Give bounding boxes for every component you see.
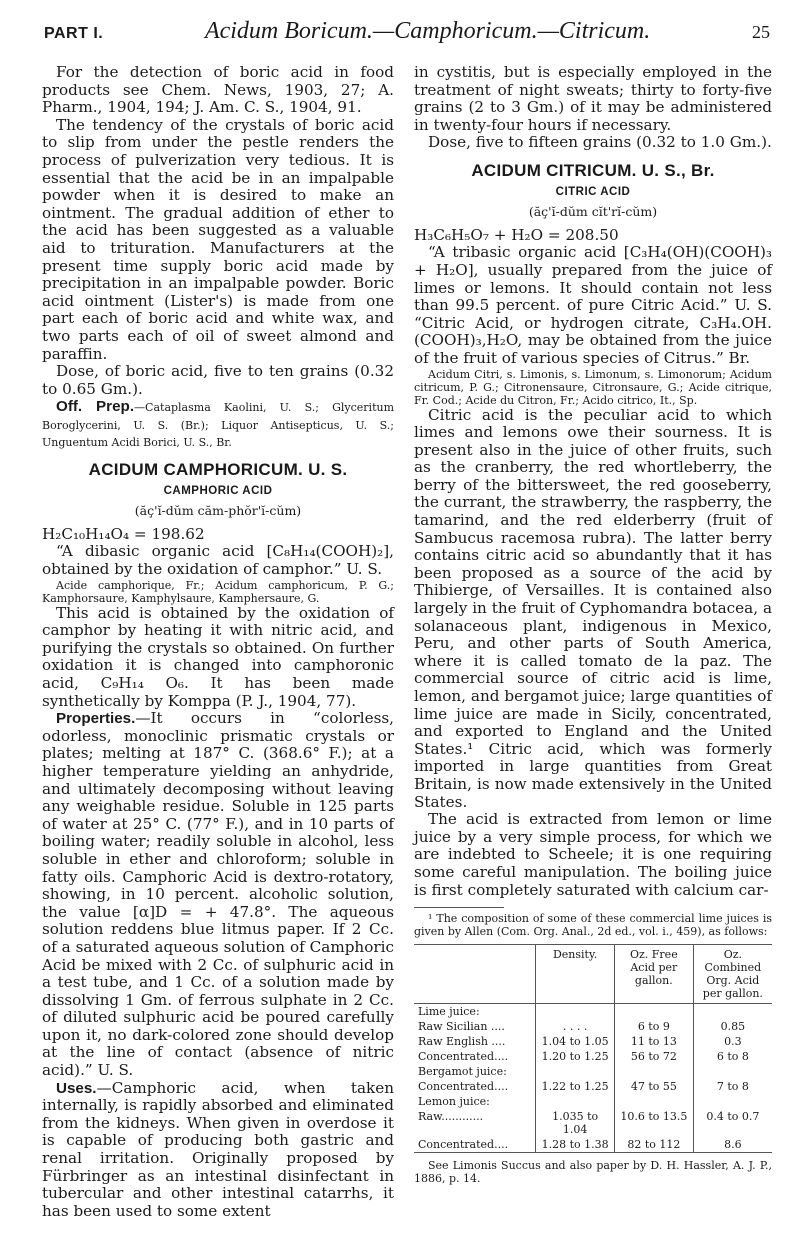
table-cell: Concentrated....	[418, 1080, 509, 1094]
table-cell: 56 to 72	[614, 1049, 693, 1064]
table-cell: 7 to 8	[693, 1079, 772, 1094]
table-cell: 6 to 9	[614, 1019, 693, 1034]
table-cell: Concentrated....	[418, 1138, 509, 1152]
dose-line: Dose, five to fifteen grains (0.32 to 1.0 Gm.).	[428, 133, 772, 152]
table-row	[414, 1004, 772, 1020]
table-cell: 0.85	[693, 1019, 772, 1034]
synonyms: Acide camphorique, Fr.; Acidum camphoricum, P. G.; Kamphorsaure, Kamphylsaure, Kamphersaure, G.	[42, 578, 394, 605]
table-cell: 8.6	[693, 1137, 772, 1153]
table-row	[414, 1094, 772, 1109]
table-cell: Concentrated....	[418, 1050, 509, 1064]
table-cell	[536, 1094, 615, 1109]
table-cell: 82 to 112	[614, 1137, 693, 1153]
off-prep-label: Off. Prep.	[56, 398, 135, 416]
paragraph: This acid is obtained by the oxidation of camphor by heating it with nitric acid, and purifying the crystals so obtained. On further oxidation it is changed into camphoronic acid, C₉H₁₄ O₆. It has been made synthetically by Komppa (P. J., 1904, 77).	[42, 603, 394, 710]
table-row	[414, 1034, 772, 1049]
synonyms: Acidum Citri, s. Limonis, s. Limonum, s. Limonorum; Acidum citricum, P. G.; Citronensaure, Citronsaure, G.; Acide citrique, Fr. Cod.; Acide du Citron, Fr.; Acido citrico, It., Sp.	[414, 367, 772, 407]
table-cell: Raw English ....	[418, 1035, 506, 1049]
table-cell	[614, 1004, 693, 1020]
table-cell: 10.6 to 13.5	[614, 1109, 693, 1137]
chemical-formula: H₃C₆H₅O₇ + H₂O = 208.50	[414, 225, 619, 244]
uses-text: —Camphoric acid, when taken internally, is rapidly absorbed and eliminated from the kidneys. When given in overdose it is capable of producing both gastric and renal irritation. Originally proposed by Fürbringer as an intestinal disinfectant in tubercular and other intestinal catarrhs, it has been used to some extent	[42, 1078, 394, 1220]
table-row	[414, 1109, 772, 1137]
table-cell: 0.3	[693, 1034, 772, 1049]
table-cell: 1.035 to 1.04	[536, 1109, 615, 1137]
paragraph: For the detection of boric acid in food products see Chem. News, 1903, 27; A. Pharm., 1904, 194; J. Am. C. S., 1904, 91.	[42, 63, 394, 117]
paragraph: Citric acid is the peculiar acid to which limes and lemons owe their sourness. It is present also in the juice of other fruits, such as the cranberry, the red whortleberry, the berry of the bittersweet, the red gooseberry, the currant, the strawberry, the raspberry, the tamarind, and the red elderberry (fruit of Sambucus racemosa rubra). The latter berry contains citric acid so abundantly that it has been proposed as a source of the acid by Thibierge, of Versailles. It is contained also largely in the fruit of Cyphomandra botacea, a solanaceous plant, indigenous in Mexico, Peru, and other parts of South America, where it is called tomato de la paz. The commercial source of citric acid is lime, lemon, and bergamot juice; large quantities of lime juice are made in Sicily, concentrated, and exported to England and the United States.¹ Citric acid, which was formerly imported in large quantities from Great Britain, is now made extensively in the United States.	[414, 405, 772, 811]
definition: “A dibasic organic acid [C₈H₁₄(COOH)₂], obtained by the oxidation of camphor.” U. S.	[42, 542, 394, 579]
running-header	[44, 18, 770, 46]
table-cell	[614, 1094, 693, 1109]
footnote-rule	[414, 907, 504, 908]
table-cell: Raw Sicilian ....	[418, 1020, 505, 1034]
table-cell	[693, 1064, 772, 1079]
section-heading-camphoricum: ACIDUM CAMPHORICUM. U. S.	[88, 460, 348, 480]
page-title: Acidum Boricum.—Camphoricum.—Citricum.	[204, 18, 651, 44]
page-number: 25	[751, 22, 770, 42]
chemical-formula: H₂C₁₀H₁₄O₄ = 198.62	[42, 524, 205, 543]
properties-label: Properties.	[56, 710, 136, 728]
table-header: Density.	[536, 945, 615, 1004]
paragraph: in cystitis, but is especially employed in the treatment of night sweats; thirty to forty-five grains (2 to 3 Gm.) of it may be administered in twenty-four hours if necessary.	[414, 63, 772, 134]
table-cell: 1.04 to 1.05	[536, 1034, 615, 1049]
subheading-camphoric-acid: CAMPHORIC ACID	[163, 484, 273, 497]
table-cell	[693, 1004, 772, 1020]
right-column	[414, 64, 772, 1185]
table-header	[414, 945, 536, 1004]
table-row	[414, 1137, 772, 1153]
table-cell: 6 to 8	[693, 1049, 772, 1064]
section-heading-citricum: ACIDUM CITRICUM. U. S., Br.	[471, 160, 715, 180]
left-column	[42, 64, 394, 1220]
dose-line: Dose, of boric acid, five to ten grains (0.32 to 0.65 Gm.).	[42, 362, 394, 398]
properties-text: —It occurs in “colorless, odorless, monoclinic prismatic crystals or plates; melting at 187° C. (368.6° F.); at a higher temperature yielding an anhydride, and ultimately decomposing without leaving any weighable residue. Soluble in 125 parts of water at 25° C. (77° F.), and in 10 parts of boiling water; readily soluble in alcohol, less soluble in ether and chloroform; soluble in fatty oils. Camphoric Acid is dextro-rotatory, showing, in 10 percent. alcoholic solution, the value [α]D = + 47.8°. The aqueous solution reddens blue litmus paper. If 2 Cc. of a saturated aqueous solution of Camphoric Acid be mixed with 2 Cc. of sulphuric acid in a test tube, and 1 Cc. of a solution made by dissolving 1 Gm. of ferrous sulphate in 2 Cc. of diluted sulphuric acid be poured carefully upon it, no dark-colored zone should develop at the line of contact (absence of nitric acid).” U. S.	[42, 709, 394, 1080]
table-cell: Bergamot juice:	[418, 1065, 507, 1079]
off-prep-text: —Cataplasma Kaolini, U. S.; Glyceritum Boroglycerini, U. S. (Br.); Liquor Antisepticus, U. S.; Unguentum Acidi Borici, U. S., Br.	[42, 401, 395, 450]
subheading-citric-acid: CITRIC ACID	[555, 185, 631, 198]
table-cell: 11 to 13	[614, 1034, 693, 1049]
see-also-note: See Limonis Succus and also paper by D. H. Hassler, A. J. P., 1886, p. 14.	[414, 1159, 772, 1186]
table-cell	[536, 1064, 615, 1079]
table-row	[414, 1064, 772, 1079]
table-row	[414, 1079, 772, 1094]
table-cell: 47 to 55	[614, 1079, 693, 1094]
table-cell: 1.28 to 1.38	[536, 1137, 615, 1153]
pronunciation: (ăç'ĭ-dŭm căm-phŏr'ĭ-cŭm)	[134, 503, 302, 519]
table-cell: Lime juice:	[418, 1005, 480, 1019]
properties-paragraph	[42, 710, 394, 1079]
table-cell: 1.20 to 1.25	[536, 1049, 615, 1064]
table-cell	[536, 1004, 615, 1020]
paragraph: The tendency of the crystals of boric acid to slip from under the pestle renders the process of pulverization very tedious. It is essential that the acid be in an impalpable powder when it is desired to make an ointment. The gradual addition of ether to the acid has been suggested as a valuable aid to trituration. Manufacturers at the present time supply boric acid made by precipitation in an impalpable powder. Boric acid ointment (Lister's) is made from one part each of boric acid and white wax, and two parts each of oil of sweet almond and paraffin.	[42, 115, 394, 363]
table-cell: Lemon juice:	[418, 1095, 490, 1109]
table-header: Oz. Free Acid per gallon.	[614, 945, 693, 1004]
table-header-row	[414, 945, 772, 1004]
table-cell: 1.22 to 1.25	[536, 1079, 615, 1094]
table-header: Oz. Combined Org. Acid per gallon.	[693, 945, 772, 1004]
table-row	[414, 1019, 772, 1034]
table-row	[414, 1049, 772, 1064]
footnote: ¹ The composition of some of these commercial lime juices is given by Allen (Com. Org. Anal., 2d ed., vol. i., 459), as follows:	[414, 912, 772, 939]
part-label: PART I.	[44, 25, 104, 42]
uses-paragraph	[42, 1080, 394, 1221]
table-cell: . . . .	[536, 1019, 615, 1034]
paragraph: The acid is extracted from lemon or lime juice by a very simple process, for which we are indebted to Scheele; it is one requiring some careful manipulation. The boiling juice is first completely saturated with calcium car-	[414, 810, 772, 899]
table-cell: 0.4 to 0.7	[693, 1109, 772, 1137]
table-cell	[693, 1094, 772, 1109]
table-cell	[614, 1064, 693, 1079]
table-cell: Raw............	[418, 1110, 484, 1124]
pronunciation: (ăç'ĭ-dŭm cĭt'rĭ-cŭm)	[528, 204, 658, 220]
definition: “A tribasic organic acid [C₃H₄(OH)(COOH)₃ + H₂O], usually prepared from the juice of limes or lemons. It should contain not less than 99.5 percent. of pure Citric Acid.” U. S. “Citric Acid, or hydrogen citrate, C₃H₄.OH.(COOH)₃,H₂O, may be obtained from the juice of the fruit of various species of Citrus.” Br.	[414, 243, 772, 367]
lime-juice-table	[414, 944, 772, 1153]
official-preparations	[42, 398, 394, 451]
uses-label: Uses.	[56, 1079, 97, 1097]
